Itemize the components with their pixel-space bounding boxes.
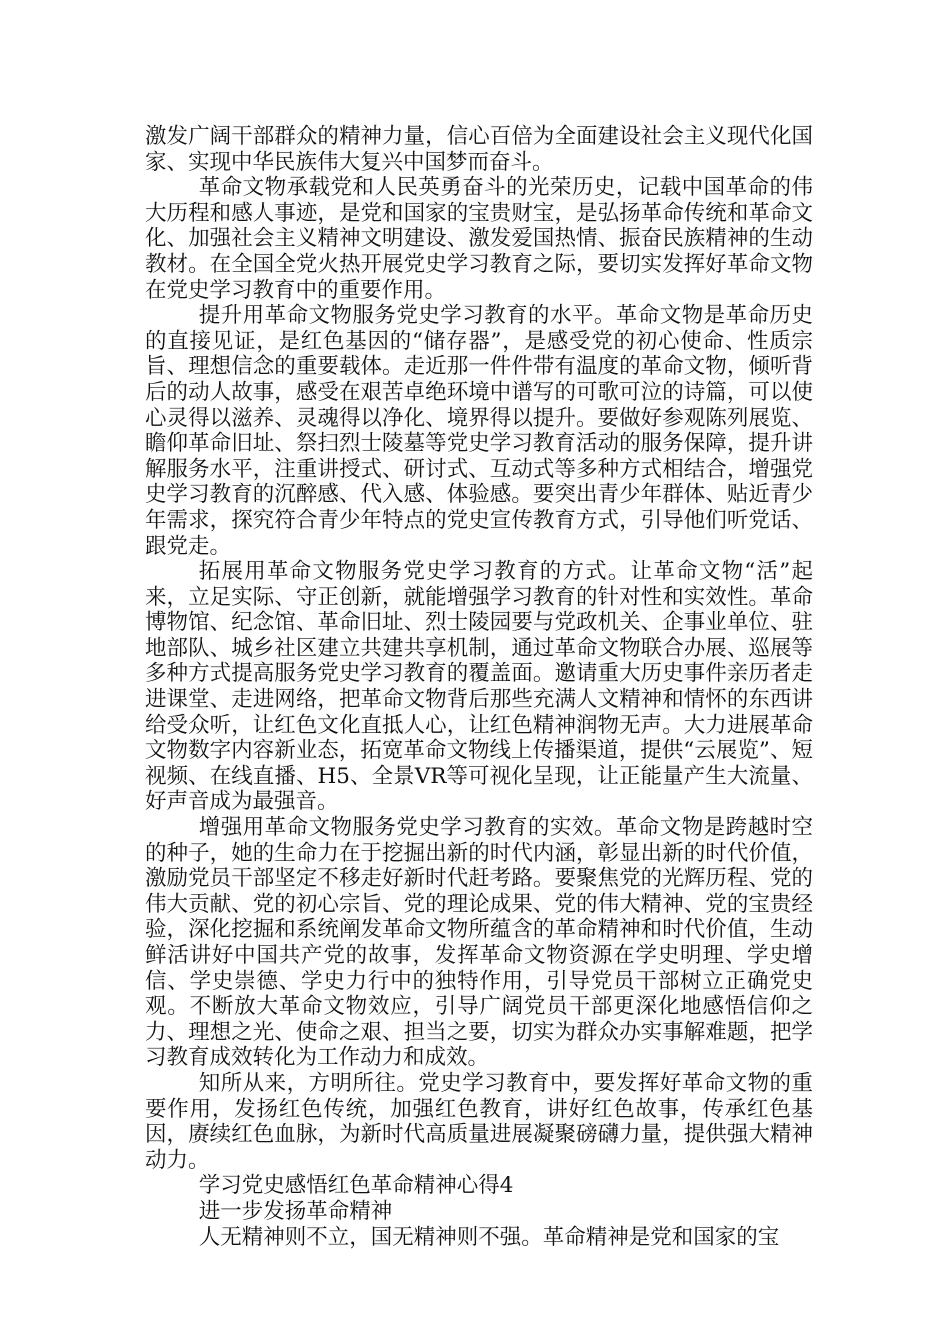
paragraph-revolutionary-spirit: 人无精神则不立，国无精神则不强。革命精神是党和国家的宝	[198, 1224, 780, 1250]
section-title: 学习党史感悟红色革命精神心得4	[198, 1173, 514, 1199]
paragraph-expand-methods: 拓展用革命文物服务党史学习教育的方式。让革命文物“活”起来，立足实际、守正创新，就能增强学习教育的针对性和实效性。革命博物馆、纪念馆、革命旧址、烈士陵园要与党政机关、企事业单位、驻地部队、城乡社区建立共建共享机制，通过革命文物联合办展、巡展等多种方式提高服务党史学习教育的覆盖面。邀请重大历史事件亲历者走进课堂、走进网络，把革命文物背后那些充满人文精神和情怀的东西讲给受众听，让红色文化直抵人心，让红色精神润物无声。大力进展革命文物数字内容新业态，拓宽革命文物线上传播渠道，提供“云展览”、短视频、在线直播、H5、全景VR等可视化呈现，让正能量产生大流量、好声音成为最强音。	[145, 559, 813, 815]
section-subtitle: 进一步发扬革命精神	[198, 1198, 393, 1224]
paragraph-cultural-relics-role: 革命文物承载党和人民英勇奋斗的光荣历史，记载中国革命的伟大历程和感人事迹，是党和国家的宝贵财宝，是弘扬革命传统和革命文化、加强社会主义精神文明建设、激发爱国热情、振奋民族精神的生动教材。在全国全党火热开展党史学习教育之际，要切实发挥好革命文物在党史学习教育中的重要作用。	[145, 175, 813, 303]
paragraph-improve-level: 提升用革命文物服务党史学习教育的水平。革命文物是革命历史的直接见证，是红色基因的“储存器”，是感受党的初心使命、性质宗旨、理想信念的重要载体。走近那一件件带有温度的革命文物，倾听背后的动人故事，感受在艰苦卓绝环境中谱写的可歌可泣的诗篇，可以使心灵得以滋养、灵魂得以净化、境界得以提升。要做好参观陈列展览、瞻仰革命旧址、祭扫烈士陵墓等党史学习教育活动的服务保障，提升讲解服务水平，注重讲授式、研讨式、互动式等多种方式相结合，增强党史学习教育的沉醉感、代入感、体验感。要突出青少年群体、贴近青少年需求，探究符合青少年特点的党史宣传教育方式，引导他们听党话、跟党走。	[145, 303, 813, 559]
paragraph-intro-continuation: 激发广阔干部群众的精神力量，信心百倍为全面建设社会主义现代化国家、实现中华民族伟大复兴中国梦而奋斗。	[145, 124, 813, 175]
document-body	[145, 124, 813, 1250]
paragraph-enhance-effect: 增强用革命文物服务党史学习教育的实效。革命文物是跨越时空的种子，她的生命力在于挖掘出新的时代内涵，彰显出新的时代价值，激励党员干部坚定不移走好新时代赶考路。要聚焦党的光辉历程、党的伟大贡献、党的初心宗旨、党的理论成果、党的伟大精神、党的宝贵经验，深化挖掘和系统阐发革命文物所蕴含的革命精神和时代价值，生动鲜活讲好中国共产党的故事，发挥革命文物资源在学史明理、学史增信、学史崇德、学史力行中的独特作用，引导党员干部树立正确党史观。不断放大革命文物效应，引导广阔党员干部更深化地感悟信仰之力、理想之光、使命之艰、担当之要，切实为群众办实事解难题，把学习教育成效转化为工作动力和成效。	[145, 815, 813, 1071]
paragraph-conclusion: 知所从来，方明所往。党史学习教育中，要发挥好革命文物的重要作用，发扬红色传统，加强红色教育，讲好红色故事，传承红色基因，赓续红色血脉，为新时代高质量进展凝聚磅礴力量，提供强大精神动力。	[145, 1070, 813, 1173]
